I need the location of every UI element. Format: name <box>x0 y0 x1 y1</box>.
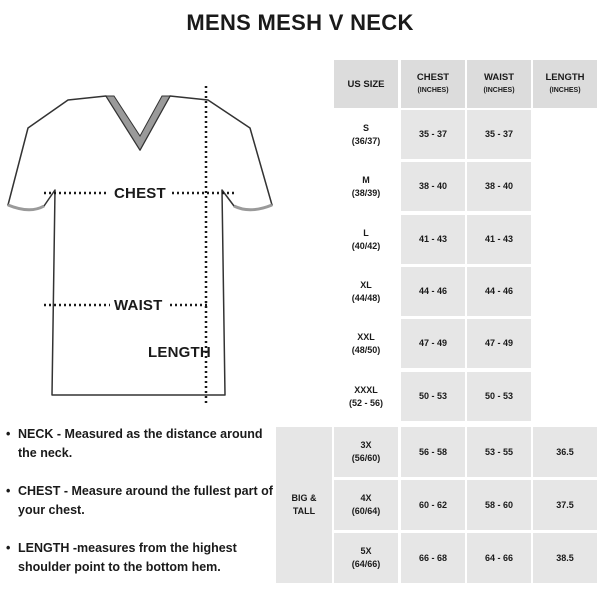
shirt-diagram <box>0 72 275 407</box>
cell-value: 41 - 43 <box>484 234 514 244</box>
cell-value: 38 - 40 <box>484 181 514 191</box>
header-title: CHEST <box>416 72 450 83</box>
size-label: XXL <box>357 331 375 342</box>
header-title: US SIZE <box>347 78 385 90</box>
size-label: M <box>362 174 370 185</box>
cell-length <box>533 215 597 264</box>
header-waist <box>467 60 531 108</box>
cell-value: 36.5 <box>556 446 574 457</box>
bt-cell-chest <box>401 480 465 530</box>
header-title: WAIST <box>483 72 515 83</box>
bt-cell-chest <box>401 427 465 477</box>
size-alt: (44/48) <box>351 292 381 303</box>
bt-cell-length <box>533 533 597 583</box>
cell-value: 41 - 43 <box>418 234 448 244</box>
cell-chest <box>401 267 465 316</box>
size-label: 3X <box>360 440 372 450</box>
cell-length <box>533 319 597 368</box>
cell-length <box>533 372 597 421</box>
cell-value: 47 - 49 <box>418 338 448 348</box>
header-us-size <box>334 60 398 108</box>
bt-cell-size <box>334 480 398 530</box>
cell-value: 35 - 37 <box>484 129 514 139</box>
measurement-notes <box>6 425 276 596</box>
cell-size <box>334 319 398 368</box>
big-tall-label <box>276 427 332 583</box>
size-label: 4X <box>360 493 372 503</box>
size-label: 5X <box>360 546 372 556</box>
cell-value: 44 - 46 <box>418 286 448 296</box>
cell-value: 44 - 46 <box>484 286 514 296</box>
bt-cell-size <box>334 533 398 583</box>
cell-size <box>334 372 398 421</box>
cell-value: 53 - 55 <box>484 446 514 457</box>
size-label: S <box>362 122 369 133</box>
size-alt: (56/60) <box>351 453 381 463</box>
bt-cell-length <box>533 427 597 477</box>
cell-size <box>334 215 398 264</box>
cell-value: 56 - 58 <box>418 446 448 457</box>
chest-label: CHEST <box>114 185 166 202</box>
bt-cell-waist <box>467 427 531 477</box>
cell-chest <box>401 319 465 368</box>
size-label: XXXL <box>354 384 378 395</box>
size-alt: (36/37) <box>351 135 381 146</box>
big-tall-text: BIG & TALL <box>291 493 317 516</box>
size-label: L <box>363 227 369 238</box>
header-unit: (INCHES) <box>483 87 515 94</box>
size-alt: (40/42) <box>351 240 381 251</box>
bt-cell-waist <box>467 533 531 583</box>
note-chest: • CHEST - Measure around the fullest part of your chest. <box>6 482 276 520</box>
cell-value: 60 - 62 <box>418 499 448 510</box>
cell-waist <box>467 319 531 368</box>
size-alt: (48/50) <box>351 344 381 355</box>
size-alt: (38/39) <box>351 187 381 198</box>
cell-waist <box>467 162 531 211</box>
note-length: • LENGTH -measures from the highest shoulder point to the bottom hem. <box>6 539 276 577</box>
bt-cell-waist <box>467 480 531 530</box>
bt-cell-chest <box>401 533 465 583</box>
cell-chest <box>401 162 465 211</box>
header-length <box>533 60 597 108</box>
cell-size <box>334 162 398 211</box>
length-label: LENGTH <box>148 344 211 361</box>
size-alt: (64/66) <box>351 559 381 569</box>
size-label: XL <box>360 279 372 290</box>
cell-chest <box>401 372 465 421</box>
cell-waist <box>467 215 531 264</box>
header-unit: (INCHES) <box>417 87 449 94</box>
cell-length <box>533 267 597 316</box>
header-unit: (INCHES) <box>549 87 581 94</box>
cell-chest <box>401 110 465 159</box>
header-chest <box>401 60 465 108</box>
cell-waist <box>467 267 531 316</box>
cell-chest <box>401 215 465 264</box>
bt-cell-size <box>334 427 398 477</box>
note-neck: • NECK - Measured as the distance around the neck. <box>6 425 276 463</box>
cell-value: 50 - 53 <box>418 391 448 401</box>
cell-waist <box>467 372 531 421</box>
cell-value: 47 - 49 <box>484 338 514 348</box>
cell-value: 50 - 53 <box>484 391 514 401</box>
cell-waist <box>467 110 531 159</box>
cell-value: 35 - 37 <box>418 129 448 139</box>
cell-value: 58 - 60 <box>484 499 514 510</box>
cell-value: 66 - 68 <box>418 552 448 563</box>
cell-value: 64 - 66 <box>484 552 514 563</box>
size-alt: (52 - 56) <box>348 397 383 408</box>
cell-size <box>334 267 398 316</box>
cell-length <box>533 162 597 211</box>
page-title: MENS MESH V NECK <box>186 10 414 35</box>
cell-size <box>334 110 398 159</box>
header-title: LENGTH <box>545 72 585 83</box>
bt-cell-length <box>533 480 597 530</box>
size-alt: (60/64) <box>351 506 381 516</box>
cell-length <box>533 110 597 159</box>
cell-value: 38 - 40 <box>418 181 448 191</box>
waist-label: WAIST <box>114 297 163 314</box>
cell-value: 37.5 <box>556 499 574 510</box>
cell-value: 38.5 <box>556 552 574 563</box>
